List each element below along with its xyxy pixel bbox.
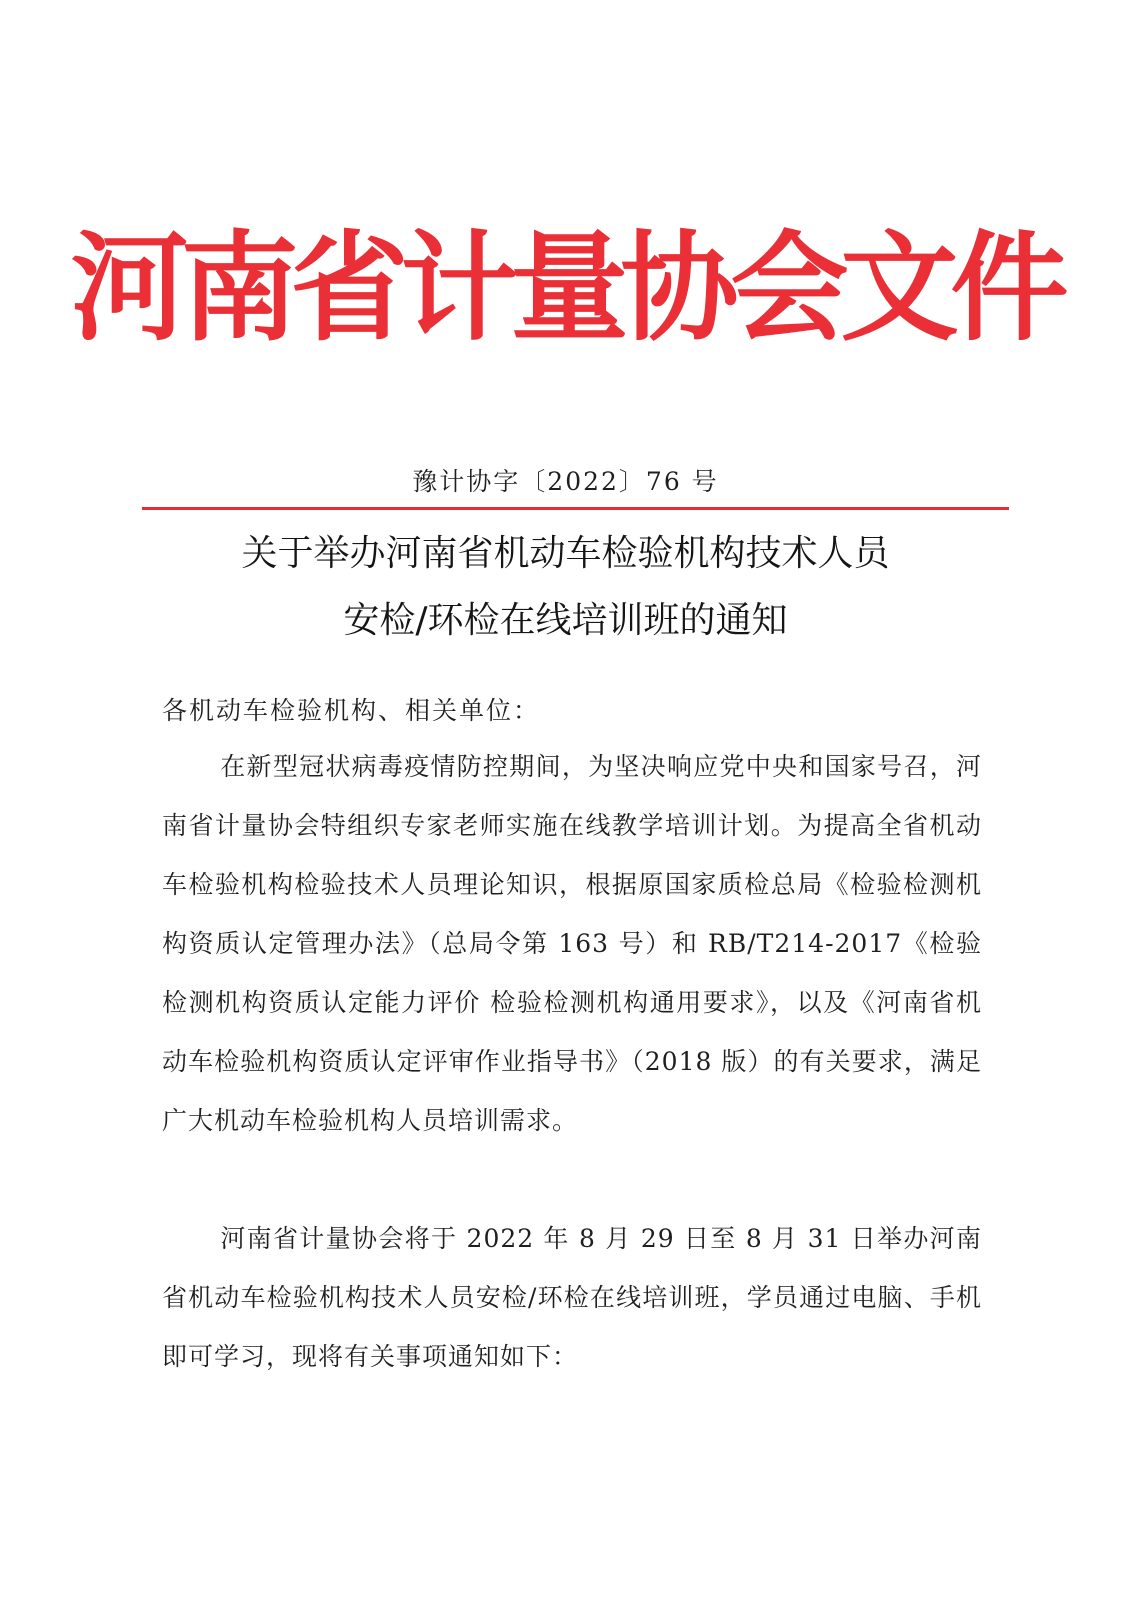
body-paragraph-2 (162, 1209, 982, 1386)
paragraph-2-text: 河南省计量协会将于 2022 年 8 月 29 日至 8 月 31 日举办河南省机动车检验机构技术人员安检/环检在线培训班，学员通过电脑、手机即可学习，现将有关事项通知如下： (162, 1224, 982, 1371)
red-header-title: 河南省计量协会文件 (70, 219, 1061, 357)
notice-title-line-2: 安检/环检在线培训班的通知 (343, 600, 788, 641)
document-number: 豫计协字〔2022〕76 号 (412, 467, 719, 496)
red-divider-rule (142, 507, 1009, 510)
salutation: 各机动车检验机构、相关单位： (162, 696, 541, 725)
body-paragraph-1 (162, 737, 982, 1150)
paragraph-1-text: 在新型冠状病毒疫情防控期间，为坚决响应党中央和国家号召，河南省计量协会特组织专家老师实施在线教学培训计划。为提高全省机动车检验机构检验技术人员理论知识，根据原国家质检总局《检验检测机构资质认定管理办法》（总局令第 163 号）和 RB/T214-2017《检验检测机构资质认定能力评价 检验检测机构通用要求》，以及《河南省机动车检验机构资质认定评审作业指导书》（2018 版）的有关要求，满足广大机动车检验机构人员培训需求。 (162, 752, 982, 1135)
notice-title-line-1: 关于举办河南省机动车检验机构技术人员 (241, 533, 890, 574)
